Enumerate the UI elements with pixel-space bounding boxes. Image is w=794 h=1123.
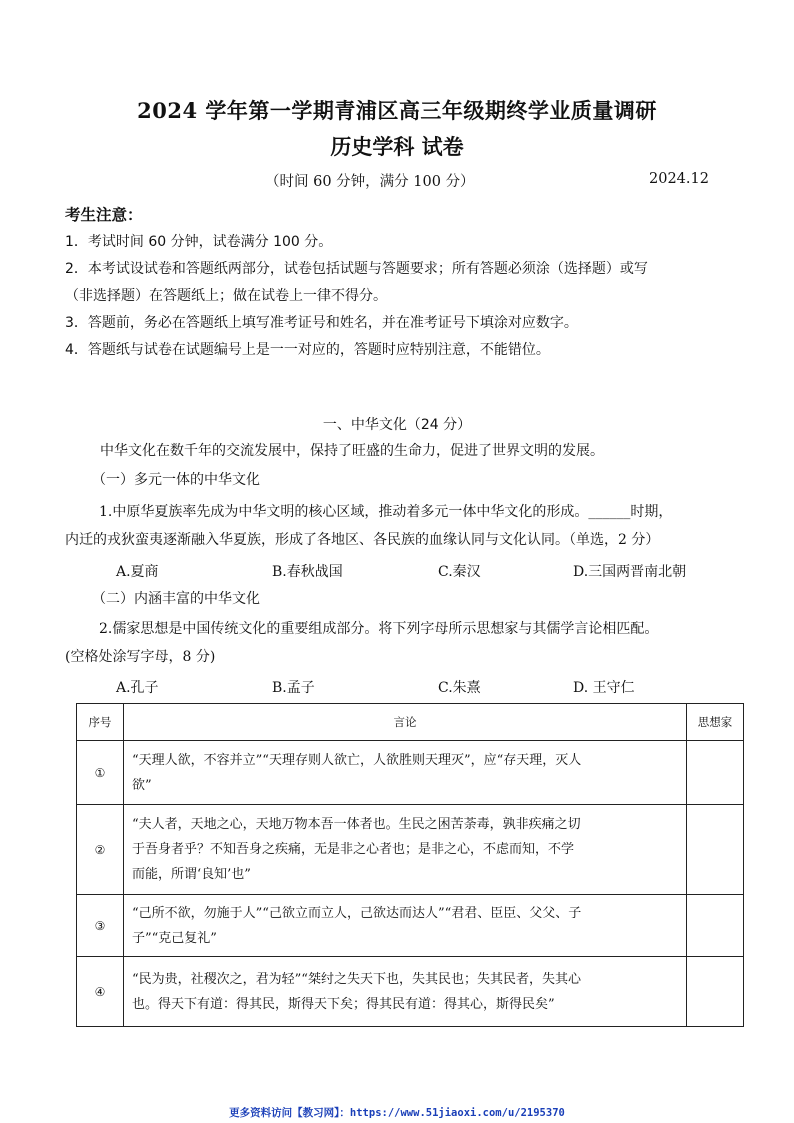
q1-text-line1: 1.中原华夏族率先成为中华文明的核心区域，推动着多元一体中华文化的形成。______时期， bbox=[99, 504, 673, 520]
q2-option-d: D. 王守仁 bbox=[573, 680, 635, 696]
answer-cell[interactable] bbox=[687, 895, 744, 957]
quote-line: 而能，所谓‘良知’也” bbox=[132, 867, 251, 882]
quote-line: 于吾身者乎？不知吾身之疾痛，无是非之心者也；是非之心，不虑而知，不学 bbox=[132, 842, 575, 857]
subsection-2-title: （二）内涵丰富的中华文化 bbox=[92, 591, 260, 607]
header-number: 序号 bbox=[77, 704, 124, 741]
q2-option-a: A.孔子 bbox=[116, 680, 159, 696]
exam-subtitle: 历史学科 试卷 bbox=[330, 134, 464, 159]
exam-time-info: （时间 60 分钟，满分 100 分） bbox=[265, 174, 475, 190]
table-header-row bbox=[77, 704, 744, 741]
notice-title: 考生注意： bbox=[65, 206, 143, 224]
notice-item-4: 4．答题纸与试卷在试题编号上是一一对应的，答题时应特别注意，不能错位。 bbox=[65, 342, 550, 358]
row-number: ① bbox=[77, 741, 124, 805]
table-row bbox=[77, 895, 744, 957]
notice-item-2: 2．本考试设试卷和答题纸两部分，试卷包括试题与答题要求；所有答题必须涂（选择题）或写 bbox=[65, 261, 648, 277]
row-quote bbox=[124, 741, 687, 805]
q1-option-c: C.秦汉 bbox=[438, 564, 481, 580]
row-quote bbox=[124, 895, 687, 957]
header-thinker: 思想家 bbox=[687, 704, 744, 741]
section-title: 一、中华文化（24 分） bbox=[322, 417, 472, 433]
section-intro: 中华文化在数千年的交流发展中，保持了旺盛的生命力，促进了世界文明的发展。 bbox=[100, 443, 604, 459]
table-row bbox=[77, 805, 744, 895]
answer-cell[interactable] bbox=[687, 957, 744, 1027]
quote-line: “民为贵，社稷次之，君为轻”“桀纣之失天下也，失其民也；失其民者，失其心 bbox=[132, 971, 581, 987]
q1-option-b: B.春秋战国 bbox=[272, 564, 343, 580]
quote-line: “夫人者，天地之心，天地万物本吾一体者也。生民之困苦荼毒，孰非疾痛之切 bbox=[132, 817, 581, 832]
table-row bbox=[77, 741, 744, 805]
table-row bbox=[77, 957, 744, 1027]
q2-option-b: B.孟子 bbox=[272, 680, 315, 696]
q2-text-line2: (空格处涂写字母，8 分) bbox=[65, 649, 216, 665]
answer-cell[interactable] bbox=[687, 741, 744, 805]
exam-title: 2024 学年第一学期青浦区高三年级期终学业质量调研 bbox=[137, 98, 657, 123]
notice-item-1: 1．考试时间 60 分钟，试卷满分 100 分。 bbox=[65, 234, 333, 250]
notice-item-3: 3．答题前，务必在答题纸上填写准考证号和姓名，并在准考证号下填涂对应数字。 bbox=[65, 315, 578, 331]
exam-date: 2024.12 bbox=[649, 171, 709, 187]
q2-option-c: C.朱熹 bbox=[438, 680, 481, 696]
row-number: ② bbox=[77, 805, 124, 895]
subsection-1-title: （一）多元一体的中华文化 bbox=[92, 472, 260, 488]
row-quote bbox=[124, 957, 687, 1027]
quote-line: “天理人欲，不容并立”“天理存则人欲亡，人欲胜则天理灭”，应“存天理，灭人 bbox=[132, 752, 582, 768]
quote-line: “己所不欲，勿施于人”“己欲立而立人，己欲达而达人”“君君、臣臣、父父、子 bbox=[132, 905, 582, 921]
q2-text-line1: 2.儒家思想是中国传统文化的重要组成部分。将下列字母所示思想家与其儒学言论相匹配。 bbox=[99, 621, 659, 637]
row-number: ③ bbox=[77, 895, 124, 957]
quote-line: 欲” bbox=[132, 777, 152, 793]
quote-line: 子”“克己复礼” bbox=[132, 930, 217, 946]
notice-item-2-cont: （非选择题）在答题纸上；做在试卷上一律不得分。 bbox=[65, 288, 387, 304]
q1-option-d: D.三国两晋南北朝 bbox=[573, 564, 687, 580]
row-quote bbox=[124, 805, 687, 895]
row-number: ④ bbox=[77, 957, 124, 1027]
quote-line: 也。得天下有道：得其民，斯得天下矣；得其民有道：得其心，斯得民矣” bbox=[132, 996, 555, 1012]
footer-link[interactable]: 更多资料访问【教习网】：https://www.51jiaoxi.com/u/2195370 bbox=[229, 1107, 565, 1119]
q1-text-line2: 内迁的戎狄蛮夷逐渐融入华夏族，形成了各地区、各民族的血缘认同与文化认同。（单选，2 分） bbox=[65, 532, 660, 548]
answer-cell[interactable] bbox=[687, 805, 744, 895]
q2-matching-table bbox=[76, 703, 744, 1027]
q1-option-a: A.夏商 bbox=[116, 564, 159, 580]
header-quote: 言论 bbox=[124, 704, 687, 741]
